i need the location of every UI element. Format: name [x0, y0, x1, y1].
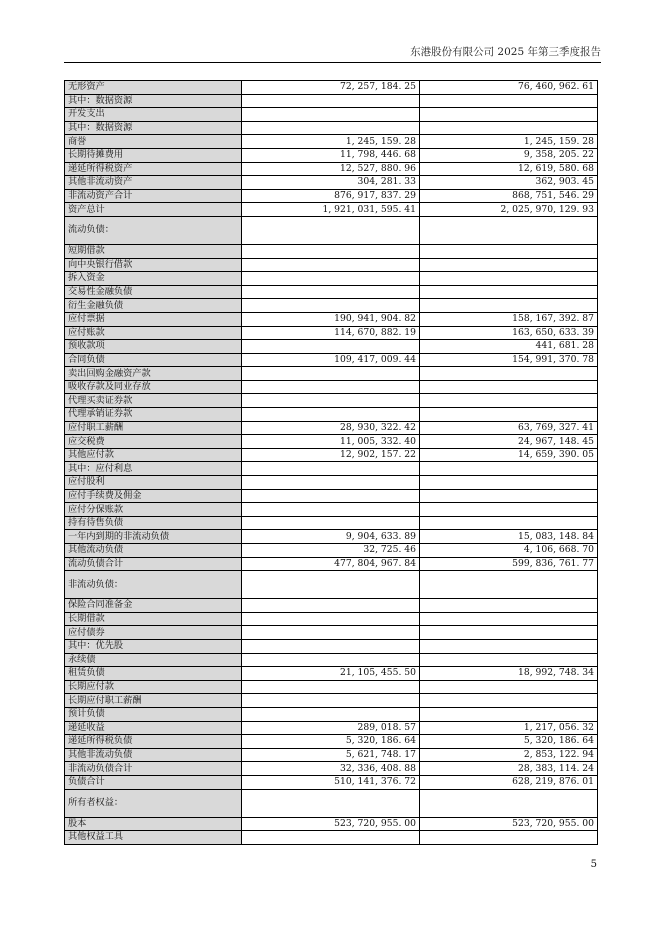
table-row [65, 353, 598, 367]
row-label: 吸收存款及同业存放 [65, 380, 242, 394]
prior-period-value: 362, 903. 45 [420, 176, 598, 190]
table-row [65, 408, 598, 422]
row-label: 长期借款 [65, 612, 242, 626]
current-period-value [242, 216, 420, 244]
current-period-value: 28, 930, 322. 42 [242, 421, 420, 435]
table-row [65, 680, 598, 694]
current-period-value [242, 394, 420, 408]
table-row [65, 394, 598, 408]
current-period-value: 190, 941, 904. 82 [242, 312, 420, 326]
current-period-value: 32, 725. 46 [242, 544, 420, 558]
current-period-value: 876, 917, 837. 29 [242, 189, 420, 203]
prior-period-value [420, 503, 598, 517]
prior-period-value: 4, 106, 668. 70 [420, 544, 598, 558]
prior-period-value [420, 626, 598, 640]
table-row [65, 367, 598, 381]
row-label: 租赁负债 [65, 667, 242, 681]
table-row [65, 667, 598, 681]
current-period-value [242, 462, 420, 476]
row-label: 股本 [65, 817, 242, 831]
table-row [65, 476, 598, 490]
row-label: 保险合同准备金 [65, 599, 242, 613]
current-period-value: 72, 257, 184. 25 [242, 81, 420, 95]
current-period-value [242, 94, 420, 108]
current-period-value [242, 516, 420, 530]
table-row [65, 380, 598, 394]
row-label: 永续债 [65, 653, 242, 667]
table-row [65, 148, 598, 162]
prior-period-value [420, 394, 598, 408]
current-period-value [242, 707, 420, 721]
row-label: 其中：应付利息 [65, 462, 242, 476]
table-row [65, 81, 598, 95]
table-row [65, 244, 598, 258]
prior-period-value [420, 516, 598, 530]
row-label: 卖出回购金融资产款 [65, 367, 242, 381]
current-period-value: 32, 336, 408. 88 [242, 762, 420, 776]
current-period-value [242, 108, 420, 122]
row-label: 递延所得税资产 [65, 162, 242, 176]
current-period-value: 12, 527, 880. 96 [242, 162, 420, 176]
current-period-value [242, 489, 420, 503]
table-row [65, 448, 598, 462]
prior-period-value [420, 489, 598, 503]
prior-period-value: 523, 720, 955. 00 [420, 817, 598, 831]
row-label: 资产总计 [65, 203, 242, 217]
table-row [65, 707, 598, 721]
row-label: 其他非流动资产 [65, 176, 242, 190]
prior-period-value [420, 599, 598, 613]
table-row [65, 299, 598, 313]
prior-period-value [420, 408, 598, 422]
current-period-value [242, 503, 420, 517]
prior-period-value [420, 612, 598, 626]
table-row [65, 189, 598, 203]
prior-period-value: 24, 967, 148. 45 [420, 435, 598, 449]
current-period-value [242, 258, 420, 272]
row-label: 衍生金融负债 [65, 299, 242, 313]
table-row [65, 748, 598, 762]
table-row [65, 135, 598, 149]
current-period-value: 11, 005, 332. 40 [242, 435, 420, 449]
row-label: 应付债券 [65, 626, 242, 640]
prior-period-value [420, 707, 598, 721]
table-row [65, 285, 598, 299]
row-label: 长期应付职工薪酬 [65, 694, 242, 708]
prior-period-value [420, 831, 598, 845]
current-period-value [242, 299, 420, 313]
row-label: 预收款项 [65, 340, 242, 354]
row-label: 预计负债 [65, 707, 242, 721]
table-row [65, 571, 598, 599]
prior-period-value [420, 285, 598, 299]
current-period-value [242, 571, 420, 599]
row-label: 应付票据 [65, 312, 242, 326]
table-row [65, 735, 598, 749]
row-label: 其他流动负债 [65, 544, 242, 558]
row-label: 其他权益工具 [65, 831, 242, 845]
table-row [65, 626, 598, 640]
current-period-value: 289, 018. 57 [242, 721, 420, 735]
current-period-value: 12, 902, 157. 22 [242, 448, 420, 462]
table-row [65, 530, 598, 544]
row-label: 流动负债： [65, 216, 242, 244]
table-row [65, 831, 598, 845]
table-row [65, 599, 598, 613]
prior-period-value: 1, 217, 056. 32 [420, 721, 598, 735]
prior-period-value [420, 571, 598, 599]
prior-period-value: 5, 320, 186. 64 [420, 735, 598, 749]
current-period-value [242, 694, 420, 708]
prior-period-value [420, 244, 598, 258]
prior-period-value: 15, 083, 148. 84 [420, 530, 598, 544]
current-period-value: 5, 621, 748. 17 [242, 748, 420, 762]
current-period-value [242, 244, 420, 258]
row-label: 向中央银行借款 [65, 258, 242, 272]
report-header: 东港股份有限公司 2025 年第三季度报告 [410, 46, 601, 58]
prior-period-value: 868, 751, 546. 29 [420, 189, 598, 203]
row-label: 负债合计 [65, 775, 242, 789]
prior-period-value: 628, 219, 876. 01 [420, 775, 598, 789]
row-label: 短期借款 [65, 244, 242, 258]
table-row [65, 612, 598, 626]
table-row [65, 162, 598, 176]
current-period-value: 11, 798, 446. 68 [242, 148, 420, 162]
current-period-value: 304, 281. 33 [242, 176, 420, 190]
table-row [65, 775, 598, 789]
current-period-value [242, 612, 420, 626]
table-row [65, 489, 598, 503]
current-period-value [242, 285, 420, 299]
current-period-value: 1, 921, 031, 595. 41 [242, 203, 420, 217]
table-row [65, 721, 598, 735]
row-label: 交易性金融负债 [65, 285, 242, 299]
prior-period-value [420, 216, 598, 244]
table-row [65, 258, 598, 272]
row-label: 应付职工薪酬 [65, 421, 242, 435]
balance-sheet-body [65, 81, 598, 845]
current-period-value [242, 626, 420, 640]
row-label: 合同负债 [65, 353, 242, 367]
current-period-value [242, 789, 420, 817]
row-label: 代理承销证券款 [65, 408, 242, 422]
row-label: 流动负债合计 [65, 557, 242, 571]
prior-period-value: 18, 992, 748. 34 [420, 667, 598, 681]
table-row [65, 272, 598, 286]
current-period-value [242, 367, 420, 381]
table-row [65, 544, 598, 558]
row-label: 开发支出 [65, 108, 242, 122]
prior-period-value [420, 639, 598, 653]
prior-period-value: 1, 245, 159. 28 [420, 135, 598, 149]
row-label: 应交税费 [65, 435, 242, 449]
current-period-value: 5, 320, 186. 64 [242, 735, 420, 749]
table-row [65, 340, 598, 354]
current-period-value [242, 340, 420, 354]
current-period-value [242, 639, 420, 653]
row-label: 应付手续费及佣金 [65, 489, 242, 503]
current-period-value: 114, 670, 882. 19 [242, 326, 420, 340]
table-row [65, 176, 598, 190]
current-period-value: 477, 804, 967. 84 [242, 557, 420, 571]
table-row [65, 121, 598, 135]
row-label: 其中：数据资源 [65, 94, 242, 108]
prior-period-value [420, 789, 598, 817]
page-number: 5 [590, 859, 597, 870]
row-label: 非流动负债： [65, 571, 242, 599]
table-row [65, 817, 598, 831]
prior-period-value: 12, 619, 580. 68 [420, 162, 598, 176]
header-divider [64, 62, 601, 63]
prior-period-value [420, 367, 598, 381]
current-period-value [242, 272, 420, 286]
row-label: 其中：优先股 [65, 639, 242, 653]
prior-period-value: 599, 836, 761. 77 [420, 557, 598, 571]
prior-period-value [420, 476, 598, 490]
prior-period-value [420, 653, 598, 667]
table-row [65, 789, 598, 817]
row-label: 递延收益 [65, 721, 242, 735]
current-period-value [242, 380, 420, 394]
prior-period-value [420, 94, 598, 108]
row-label: 长期待摊费用 [65, 148, 242, 162]
prior-period-value [420, 299, 598, 313]
prior-period-value: 163, 650, 633. 39 [420, 326, 598, 340]
prior-period-value: 14, 659, 390. 05 [420, 448, 598, 462]
table-row [65, 516, 598, 530]
current-period-value [242, 599, 420, 613]
row-label: 一年内到期的非流动负债 [65, 530, 242, 544]
prior-period-value: 63, 769, 327. 41 [420, 421, 598, 435]
table-row [65, 762, 598, 776]
table-row [65, 435, 598, 449]
prior-period-value: 158, 167, 392. 87 [420, 312, 598, 326]
row-label: 其他应付款 [65, 448, 242, 462]
current-period-value: 523, 720, 955. 00 [242, 817, 420, 831]
row-label: 应付分保账款 [65, 503, 242, 517]
row-label: 应付账款 [65, 326, 242, 340]
row-label: 非流动负债合计 [65, 762, 242, 776]
current-period-value [242, 121, 420, 135]
row-label: 持有待售负债 [65, 516, 242, 530]
prior-period-value [420, 380, 598, 394]
prior-period-value [420, 694, 598, 708]
current-period-value [242, 653, 420, 667]
table-row [65, 503, 598, 517]
prior-period-value: 9, 358, 205. 22 [420, 148, 598, 162]
table-row [65, 639, 598, 653]
table-row [65, 694, 598, 708]
table-row [65, 557, 598, 571]
prior-period-value: 2, 853, 122. 94 [420, 748, 598, 762]
prior-period-value: 441, 681. 28 [420, 340, 598, 354]
table-row [65, 462, 598, 476]
current-period-value [242, 831, 420, 845]
table-row [65, 203, 598, 217]
current-period-value [242, 476, 420, 490]
table-row [65, 108, 598, 122]
prior-period-value: 154, 991, 370. 78 [420, 353, 598, 367]
table-row [65, 312, 598, 326]
row-label: 拆入资金 [65, 272, 242, 286]
prior-period-value [420, 108, 598, 122]
prior-period-value [420, 462, 598, 476]
prior-period-value: 28, 383, 114. 24 [420, 762, 598, 776]
current-period-value: 1, 245, 159. 28 [242, 135, 420, 149]
prior-period-value: 2, 025, 970, 129. 93 [420, 203, 598, 217]
current-period-value [242, 680, 420, 694]
row-label: 无形资产 [65, 81, 242, 95]
row-label: 递延所得税负债 [65, 735, 242, 749]
prior-period-value [420, 680, 598, 694]
current-period-value: 109, 417, 009. 44 [242, 353, 420, 367]
row-label: 非流动资产合计 [65, 189, 242, 203]
current-period-value: 21, 105, 455. 50 [242, 667, 420, 681]
current-period-value: 510, 141, 376. 72 [242, 775, 420, 789]
row-label: 其他非流动负债 [65, 748, 242, 762]
row-label: 商誉 [65, 135, 242, 149]
row-label: 所有者权益： [65, 789, 242, 817]
table-row [65, 326, 598, 340]
prior-period-value [420, 272, 598, 286]
row-label: 应付股利 [65, 476, 242, 490]
table-row [65, 653, 598, 667]
row-label: 其中：数据资源 [65, 121, 242, 135]
current-period-value [242, 408, 420, 422]
table-row [65, 421, 598, 435]
current-period-value: 9, 904, 633. 89 [242, 530, 420, 544]
balance-sheet-table [64, 80, 598, 845]
row-label: 代理买卖证券款 [65, 394, 242, 408]
prior-period-value [420, 121, 598, 135]
row-label: 长期应付款 [65, 680, 242, 694]
prior-period-value [420, 258, 598, 272]
prior-period-value: 76, 460, 962. 61 [420, 81, 598, 95]
table-row [65, 216, 598, 244]
table-row [65, 94, 598, 108]
